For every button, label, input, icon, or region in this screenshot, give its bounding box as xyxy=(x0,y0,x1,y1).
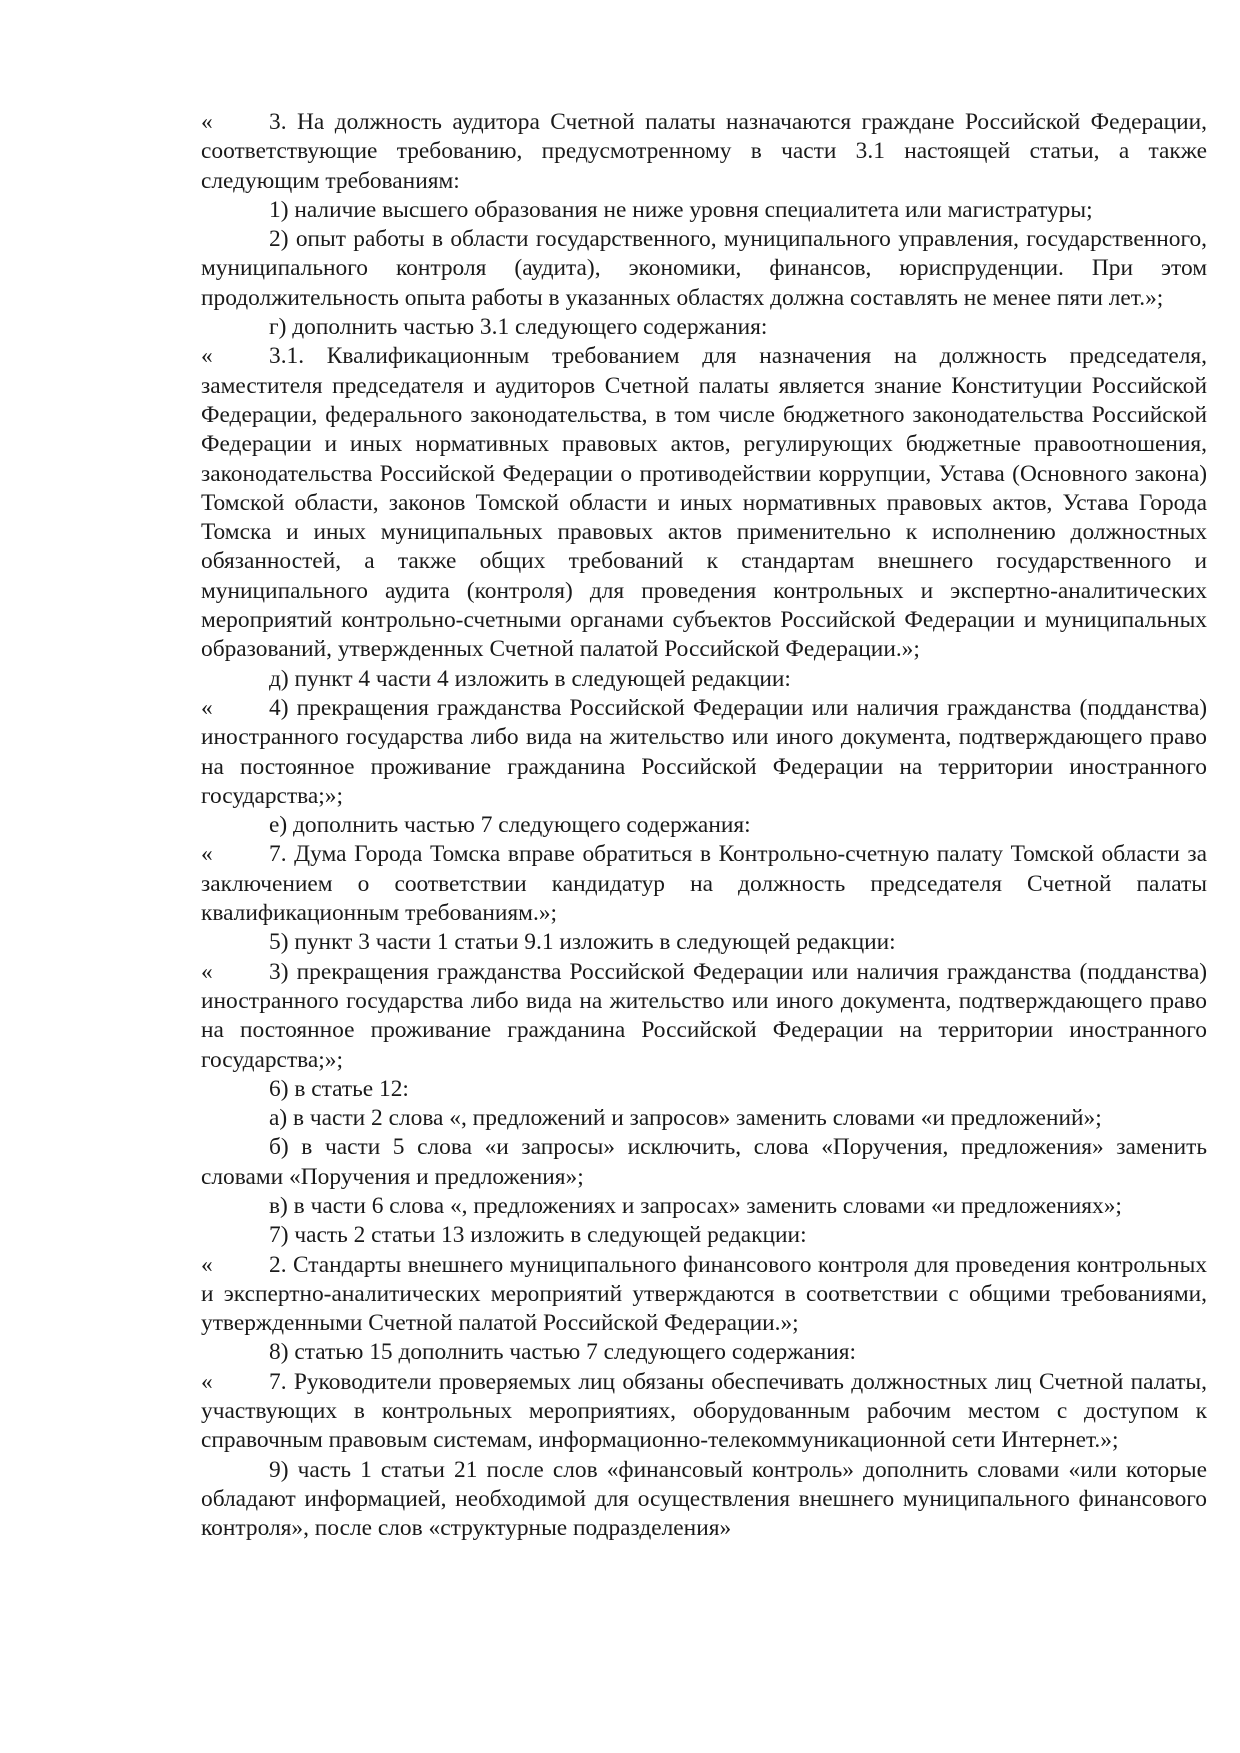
paragraph-quote xyxy=(201,840,1207,928)
opening-quote-mark: « xyxy=(201,694,213,721)
paragraph-quote xyxy=(201,108,1207,196)
paragraph: е) дополнить частью 7 следующего содержания: xyxy=(269,812,751,839)
paragraph-text: 3. На должность аудитора Счетной палаты назначаются граждане Российской Федерации, соответствующие требованию, предусмотренному в части 3.1 настоящей статьи, а также следующим требованиям: xyxy=(201,109,1207,194)
paragraph-text: 7. Дума Города Томска вправе обратиться в Контрольно-счетную палату Томской области за заключением о соответствии кандидатур на должность председателя Счетной палаты квалификационным требованиям.»; xyxy=(201,841,1207,927)
paragraph-text: 4) прекращения гражданства Российской Федерации или наличия гражданства (подданства) иностранного государства либо вида на жительство или иного документа, подтверждающего право на постоянное проживание гражданина Российской Федерации на территории иностранного государства;»; xyxy=(201,694,1207,809)
paragraph-text: 2. Стандарты внешнего муниципального финансового контроля для проведения контрольных и экспертно-аналитических мероприятий утверждаются в соответствии с общими требованиями, утвержденными Счетной палатой Российской Федерации.»; xyxy=(201,1251,1207,1337)
opening-quote-mark: « xyxy=(201,343,213,370)
paragraph: 9) часть 1 статьи 21 после слов «финансовый контроль» дополнить словами «или которые обладают информацией, необходимой для осуществления внешнего муниципального финансового контроля», после слов «структурные подразделения» xyxy=(201,1456,1207,1542)
paragraph: б) в части 5 слова «и запросы» исключить, слова «Поручения, предложения» заменить словами «Поручения и предложения»; xyxy=(201,1134,1207,1190)
opening-quote-mark: « xyxy=(201,1251,213,1278)
paragraph: 7) часть 2 статьи 13 изложить в следующей редакции: xyxy=(269,1222,807,1249)
paragraph-text: 3.1. Квалификационным требованием для назначения на должность председателя, заместителя председателя и аудиторов Счетной палаты является знание Конституции Российской Федерации, федерального законодательства, в том числе бюджетного законодательства Российской Федерации и иных нормативных правовых актов, регулирующих бюджетные правоотношения, законодательства Российской Федерации о противодействии коррупции, Устава (Основного закона) Томской области, законов Томской области и иных нормативных правовых актов, Устава Города Томска и иных муниципальных правовых актов применительно к исполнению должностных обязанностей, а также общих требований к стандартам внешнего государственного и муниципального аудита (контроля) для проведения контрольных и экспертно-аналитических мероприятий контрольно-счетными органами субъектов Российской Федерации и муниципальных образований, утвержденных Счетной палатой Российской Федерации.»; xyxy=(201,343,1207,663)
paragraph-quote xyxy=(201,342,1207,664)
paragraph: в) в части 6 слова «, предложениях и запросах» заменить словами «и предложениях»; xyxy=(269,1192,1122,1219)
paragraph: 8) статью 15 дополнить частью 7 следующего содержания: xyxy=(269,1339,857,1366)
paragraph: 6) в статье 12: xyxy=(269,1075,409,1102)
opening-quote-mark: « xyxy=(201,1368,213,1395)
paragraph: 1) наличие высшего образования не ниже уровня специалитета или магистратуры; xyxy=(269,196,1093,223)
paragraph-text: 3) прекращения гражданства Российской Федерации или наличия гражданства (подданства) иностранного государства либо вида на жительство или иного документа, подтверждающего право на постоянное проживание гражданина Российской Федерации на территории иностранного государства;»; xyxy=(201,958,1207,1073)
opening-quote-mark: « xyxy=(201,958,213,985)
paragraph: д) пункт 4 части 4 изложить в следующей редакции: xyxy=(269,665,791,692)
document-body xyxy=(201,108,1207,1544)
paragraph: 5) пункт 3 части 1 статьи 9.1 изложить в следующей редакции: xyxy=(269,929,896,956)
paragraph: 2) опыт работы в области государственного, муниципального управления, государственного, муниципального контроля (аудита), экономики, финансов, юриспруденции. При этом продолжительность опыта работы в указанных областях должна составлять не менее пяти лет.»; xyxy=(201,226,1207,311)
paragraph: г) дополнить частью 3.1 следующего содержания: xyxy=(269,314,768,341)
paragraph: а) в части 2 слова «, предложений и запросов» заменить словами «и предложений»; xyxy=(269,1105,1102,1132)
paragraph-text: 7. Руководители проверяемых лиц обязаны обеспечивать должностных лиц Счетной палаты, участвующих в контрольных мероприятиях, оборудованным рабочим местом с доступом к справочным правовым системам, информационно-телекоммуникационной сети Интернет.»; xyxy=(201,1368,1207,1454)
paragraph-quote xyxy=(201,958,1207,1075)
paragraph-quote xyxy=(201,1251,1207,1339)
paragraph-quote xyxy=(201,1368,1207,1456)
opening-quote-mark: « xyxy=(201,109,213,135)
paragraph-quote xyxy=(201,694,1207,811)
opening-quote-mark: « xyxy=(201,841,213,868)
